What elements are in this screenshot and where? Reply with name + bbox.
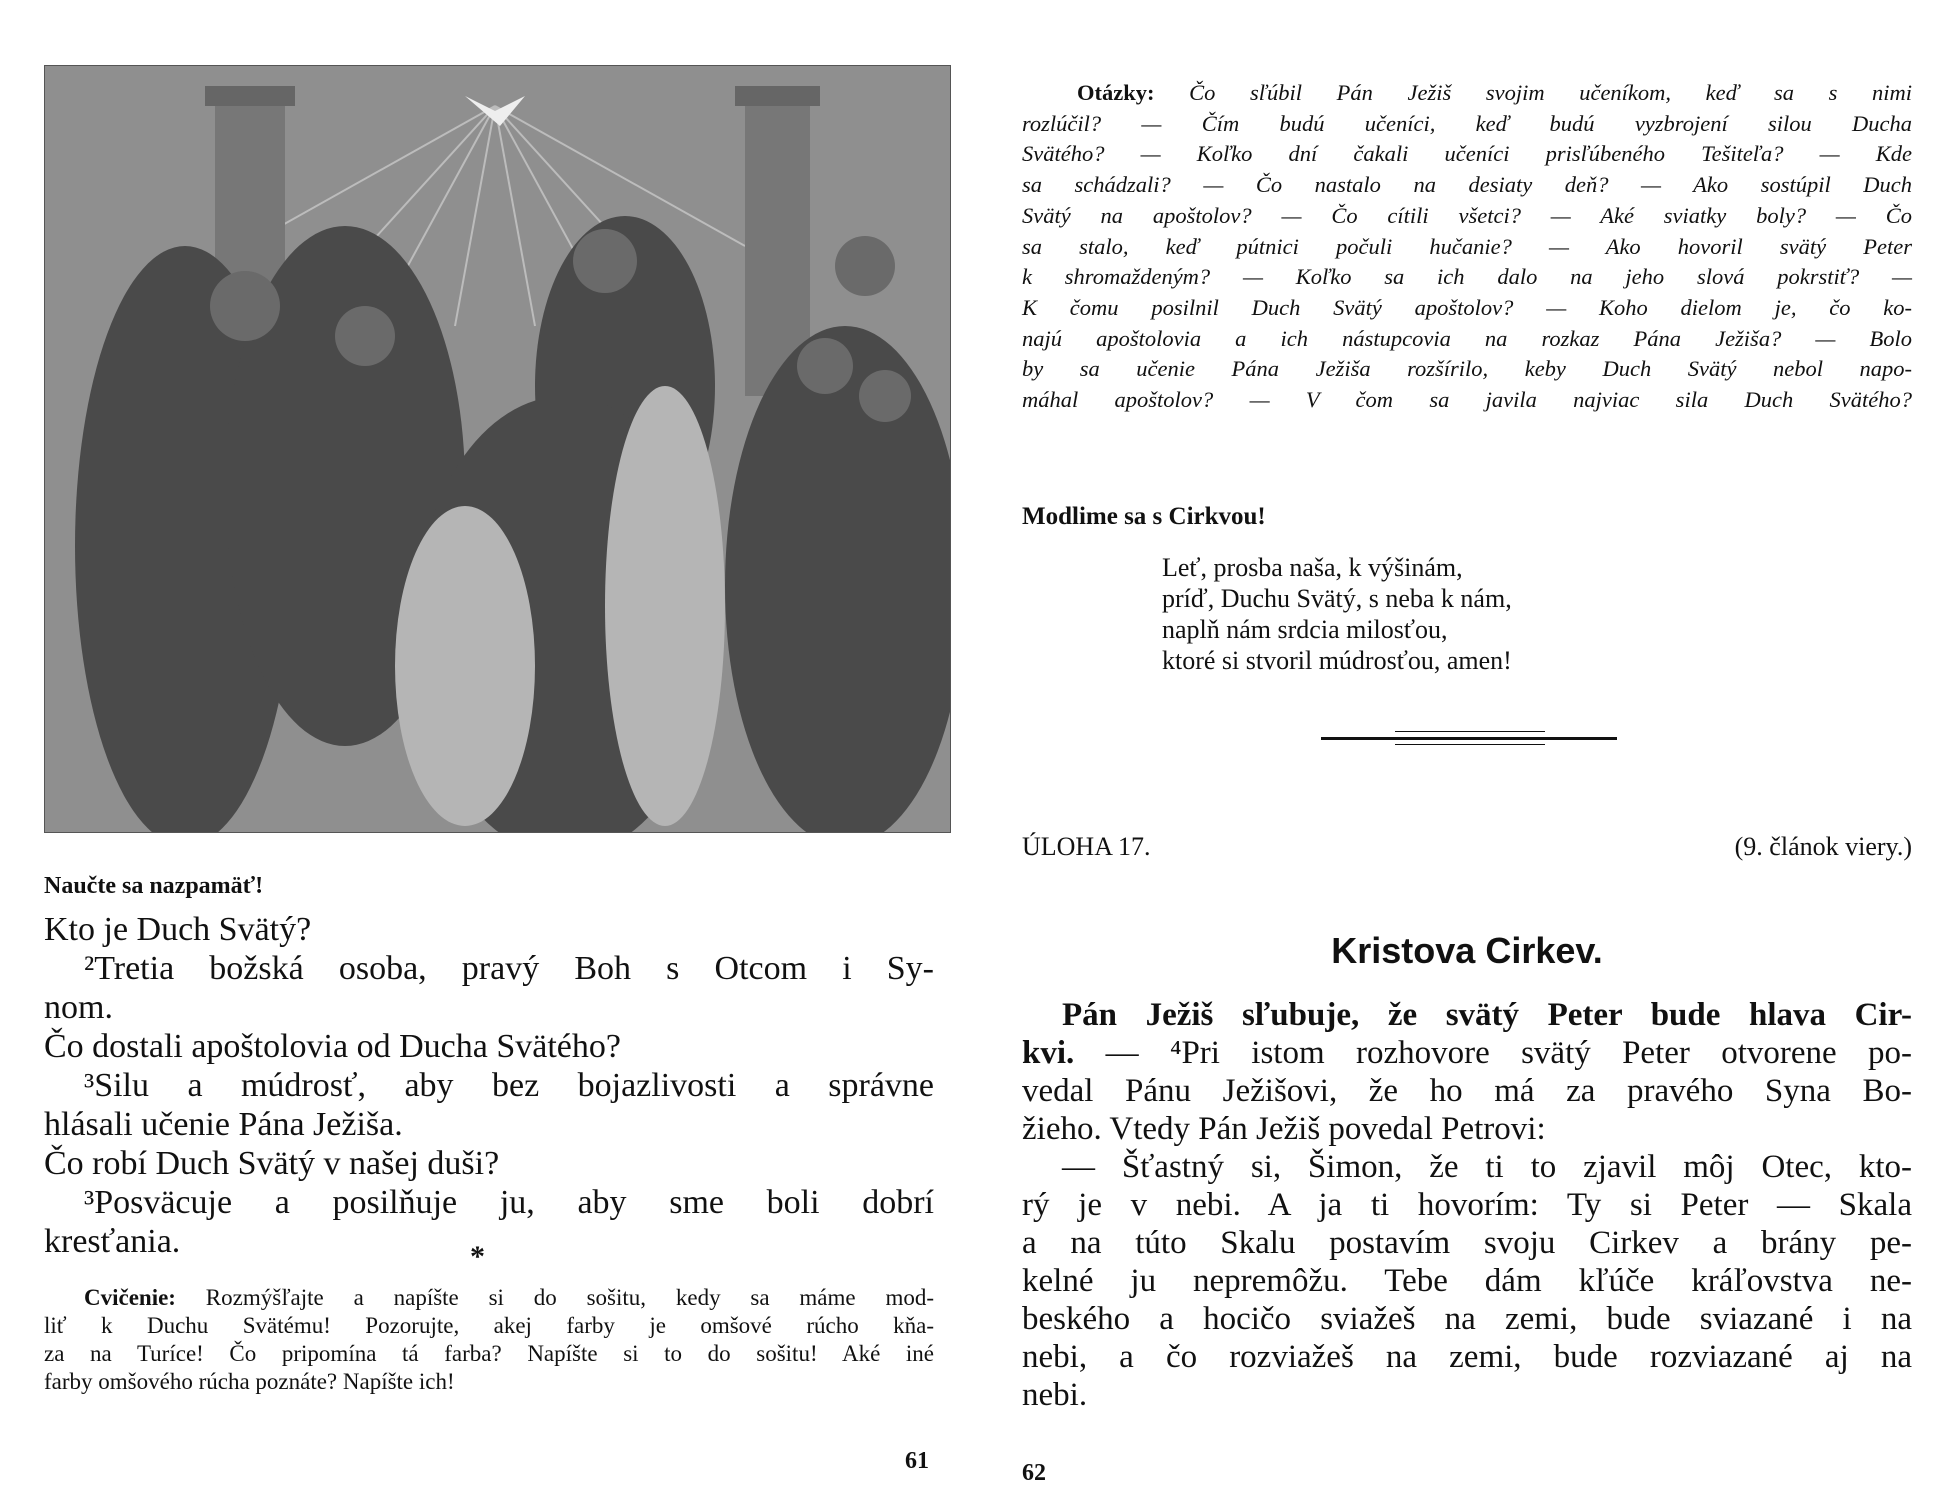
- lesson-line: — Šťastný si, Šimon, že ti to zjavil môj Otec, kto-: [1062, 1149, 1912, 1185]
- creed-article: (9. článok viery.): [1734, 832, 1912, 861]
- pentecost-illustration: [44, 65, 951, 833]
- exercise-label: Cvičenie:: [84, 1285, 176, 1310]
- exercise-line: Rozmýšľajte a napíšte si do sošitu, kedy sa máme mod-: [175, 1285, 934, 1310]
- question-line: K čomu posilnil Duch Svätý apoštolov? — Koho dielom je, čo ko-: [1022, 294, 1912, 320]
- lesson-number: ÚLOHA 17.: [1022, 832, 1151, 861]
- verse-line: naplň nám srdcia milosťou,: [1162, 615, 1448, 644]
- verse-line: príď, Duchu Svätý, s neba k nám,: [1162, 584, 1512, 613]
- question-line: k shromaždeným? — Koľko sa ich dalo na jeho slová pokrstiť? —: [1022, 264, 1912, 290]
- page-number-right: 62: [1022, 1460, 1046, 1486]
- lesson-line: beského a hocičo sviažeš na zemi, bude sviazané i na: [1022, 1301, 1912, 1337]
- lesson-summary-end: kvi.: [1022, 1035, 1075, 1071]
- answer-1: ²Tretia božská osoba, pravý Boh s Otcom i Sy-: [84, 950, 934, 987]
- question-line: Čo sľúbil Pán Ježiš svojim učeníkom, keď sa s nimi: [1154, 80, 1912, 105]
- lesson-line: — ⁴Pri istom rozhovore svätý Peter otvorene po-: [1074, 1035, 1912, 1071]
- lesson-text: [1022, 996, 1912, 1414]
- page-number-left: 61: [905, 1448, 929, 1474]
- lesson-line: nebi.: [1022, 1377, 1088, 1413]
- answer-3: ³Posväcuje a posilňuje ju, aby sme boli dobrí: [84, 1184, 934, 1221]
- lesson-title: Kristova Cirkev.: [1331, 930, 1603, 971]
- questions-block: [1022, 78, 1912, 416]
- divider-line-top: [1395, 731, 1545, 732]
- question-2: Čo dostali apoštolovia od Ducha Svätého?: [44, 1028, 621, 1065]
- question-line: sa stalo, keď pútnici počuli hučanie? — Ako hovoril svätý Peter: [1022, 233, 1912, 259]
- question-line: sa schádzali? — Čo nastalo na desiaty deň? — Ako sostúpil Duch: [1022, 172, 1912, 198]
- verse-line: Leť, prosba naša, k výšinám,: [1162, 553, 1463, 582]
- section-divider: [1321, 737, 1617, 740]
- answer-3-cont: kresťania.: [44, 1223, 181, 1260]
- pentecost-engraving: [45, 66, 950, 832]
- prayer-verse: [1162, 552, 1512, 676]
- lesson-line: rý je v nebi. A ja ti hovorím: Ty si Peter — Skala: [1022, 1187, 1912, 1223]
- exercise-line: liť k Duchu Svätému! Pozorujte, akej farby je omšové rúcho kňa-: [44, 1313, 934, 1338]
- divider-line-bottom: [1395, 744, 1545, 745]
- lesson-line: kelné ju nepremôžu. Tebe dám kľúče kráľovstva ne-: [1022, 1263, 1912, 1299]
- exercise-block: [44, 1284, 934, 1396]
- question-line: Svätý na apoštolov? — Čo cítili všetci? — Aké sviatky boly? — Čo: [1022, 202, 1912, 228]
- question-line: by sa učenie Pána Ježiša rozšírilo, keby Duch Svätý nebol napo-: [1022, 356, 1912, 382]
- exercise-line: farby omšového rúcha poznáte? Napíšte ich!: [44, 1369, 455, 1394]
- question-3: Čo robí Duch Svätý v našej duši?: [44, 1145, 500, 1182]
- lesson-line: vedal Pánu Ježišovi, že ho má za pravého Syna Bo-: [1022, 1073, 1912, 1109]
- lesson-line: nebi, a čo rozviažeš na zemi, bude rozviazané aj na: [1022, 1339, 1912, 1375]
- lesson-line: žieho. Vtedy Pán Ježiš povedal Petrovi:: [1022, 1111, 1546, 1147]
- question-line: máhal apoštolov? — V čom sa javila najviac sila Duch Svätého?: [1022, 387, 1912, 413]
- catechism-answers: [44, 910, 934, 1261]
- memorize-heading: Naučte sa nazpamäť!: [44, 873, 264, 899]
- exercise-line: za na Turíce! Čo pripomína tá farba? Napíšte si to do sošitu! Aké iné: [44, 1341, 934, 1366]
- answer-1-cont: nom.: [44, 989, 113, 1026]
- questions-label: Otázky:: [1077, 80, 1155, 105]
- answer-2-cont: hlásali učenie Pána Ježiša.: [44, 1106, 403, 1143]
- prayer-heading: Modlime sa s Cirkvou!: [1022, 503, 1266, 530]
- lesson-summary: Pán Ježiš sľubuje, že svätý Peter bude hlava Cir-: [1062, 997, 1912, 1033]
- question-1: Kto je Duch Svätý?: [44, 911, 312, 948]
- question-line: najú apoštolovia a ich nástupcovia na rozkaz Pána Ježiša? — Bolo: [1022, 325, 1912, 351]
- question-line: rozlúčil? — Čím budú učeníci, keď budú vyzbrojení silou Ducha: [1022, 110, 1912, 136]
- verse-line: ktoré si stvoril múdrosťou, amen!: [1162, 646, 1512, 675]
- answer-2: ³Silu a múdrosť, aby bez bojazlivosti a správne: [84, 1067, 934, 1104]
- asterisk-separator: *: [470, 1240, 485, 1273]
- lesson-line: a na túto Skalu postavím svoju Cirkev a brány pe-: [1022, 1225, 1912, 1261]
- question-line: Svätého? — Koľko dní čakali učeníci prisľúbeného Tešiteľa? — Kde: [1022, 141, 1912, 167]
